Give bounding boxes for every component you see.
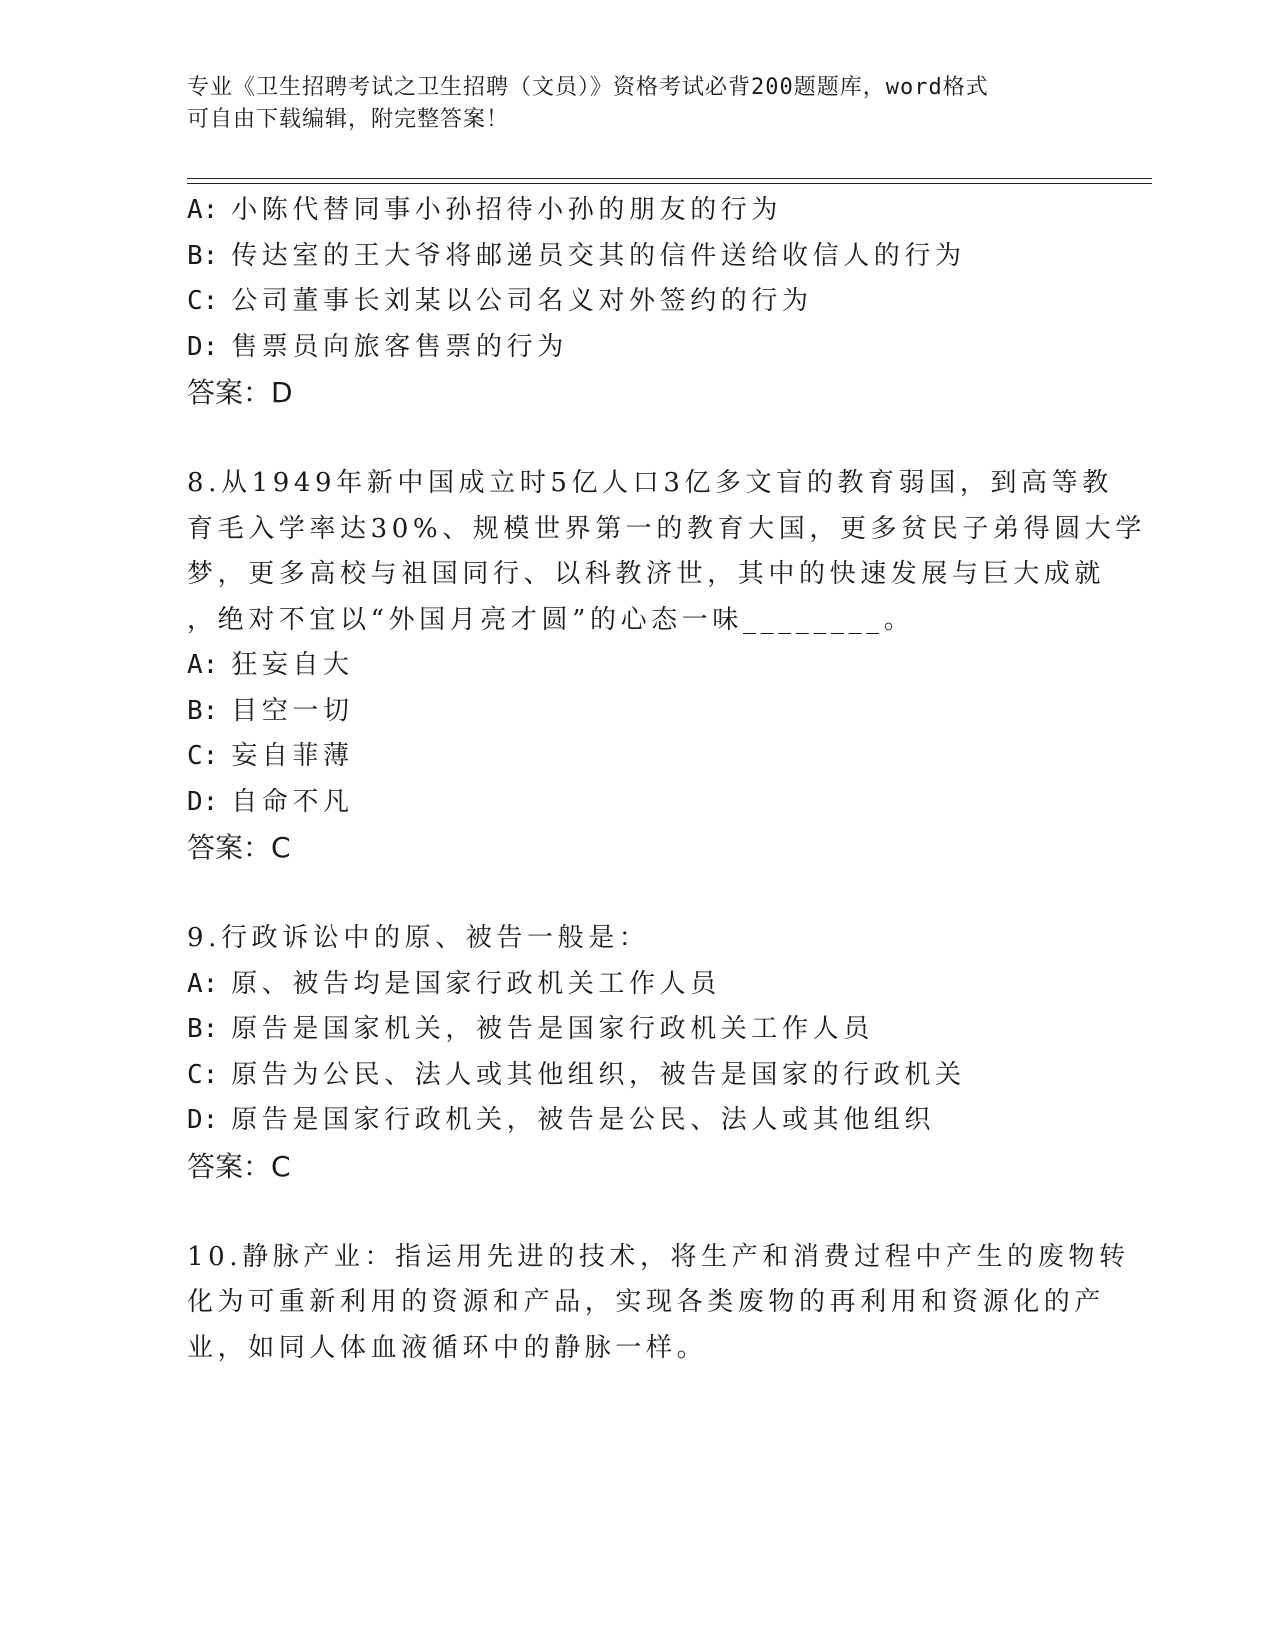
header-line-2: 可自由下载编辑，附完整答案！	[187, 107, 510, 132]
question-text-line: 9.行政诉讼中的原、被告一般是：	[187, 923, 650, 953]
question-text-line: 8.从1949年新中国成立时5亿人口3亿多文盲的教育弱国，到高等教	[187, 468, 1113, 498]
option-a	[187, 962, 1087, 1008]
option-label: B:	[187, 695, 219, 726]
question-text-line: 化为可重新利用的资源和产品，实现各类废物的再利用和资源化的产	[187, 1287, 1106, 1317]
option-c	[187, 734, 1087, 780]
option-text: 自命不凡	[231, 786, 354, 817]
option-text: 妄自菲薄	[231, 741, 354, 771]
option-text: 原告是国家机关，被告是国家行政机关工作人员	[231, 1014, 874, 1044]
option-label: C:	[187, 1059, 219, 1090]
prev-question	[187, 188, 1087, 416]
option-text: 原、被告均是国家行政机关工作人员	[231, 968, 721, 999]
option-label: B:	[187, 240, 219, 271]
option-text: 公司董事长刘某以公司名义对外签约的行为	[231, 286, 813, 316]
question-text-line: 育毛入学率达30%、规模世界第一的教育大国，更多贫民子弟得圆大学	[187, 513, 1146, 544]
question-10	[187, 1235, 1130, 1372]
option-text: 小陈代替同事小孙招待小孙的朋友的行为	[231, 195, 782, 225]
question-9	[187, 916, 1087, 1189]
option-d	[187, 780, 1087, 826]
option-text: 传达室的王大爷将邮递员交其的信件送给收信人的行为	[231, 240, 966, 271]
spacer	[187, 1189, 1087, 1235]
option-label: A:	[187, 968, 219, 999]
option-label: C:	[187, 741, 219, 771]
option-c	[187, 279, 1087, 325]
question-8	[187, 461, 1146, 871]
option-label: B:	[187, 1014, 219, 1044]
option-text: 狂妄自大	[231, 650, 354, 680]
option-a	[187, 188, 1087, 234]
option-label: D:	[187, 1105, 219, 1135]
option-b	[187, 1007, 1087, 1053]
header-rule-bottom	[187, 183, 1152, 184]
answer-line: 答案：C	[187, 831, 291, 864]
question-text-line: 业，如同人体血液循环中的静脉一样。	[187, 1332, 708, 1363]
option-label: A:	[187, 195, 219, 225]
answer-line: 答案：D	[187, 376, 293, 409]
option-a	[187, 643, 1087, 689]
document-header	[187, 72, 1087, 136]
option-text: 售票员向旅客售票的行为	[231, 331, 568, 362]
option-d	[187, 325, 1087, 371]
option-label: D:	[187, 786, 219, 817]
question-text-line: ，绝对不宜以“外国月亮才圆”的心态一味________。	[187, 604, 915, 635]
header-line-1: 专业《卫生招聘考试之卫生招聘（文员）》资格考试必背200题题库，word格式	[187, 75, 989, 100]
question-text-line: 10.静脉产业：指运用先进的技术，将生产和消费过程中产生的废物转	[187, 1241, 1130, 1272]
document-body	[187, 188, 1146, 1371]
option-c	[187, 1053, 1087, 1099]
question-text-line: 梦，更多高校与祖国同行、以科教济世，其中的快速发展与巨大成就	[187, 559, 1106, 589]
spacer	[187, 871, 1087, 917]
answer-line: 答案：C	[187, 1149, 291, 1183]
header-rule-top	[187, 178, 1152, 179]
option-label: C:	[187, 286, 219, 316]
option-b	[187, 234, 1087, 280]
spacer	[187, 416, 1087, 462]
option-text: 原告是国家行政机关，被告是公民、法人或其他组织	[231, 1105, 935, 1135]
option-label: D:	[187, 331, 219, 362]
option-text: 目空一切	[231, 695, 354, 726]
option-text: 原告为公民、法人或其他组织，被告是国家的行政机关	[231, 1059, 966, 1090]
option-b	[187, 689, 1087, 735]
option-label: A:	[187, 650, 219, 680]
option-d	[187, 1098, 1087, 1144]
